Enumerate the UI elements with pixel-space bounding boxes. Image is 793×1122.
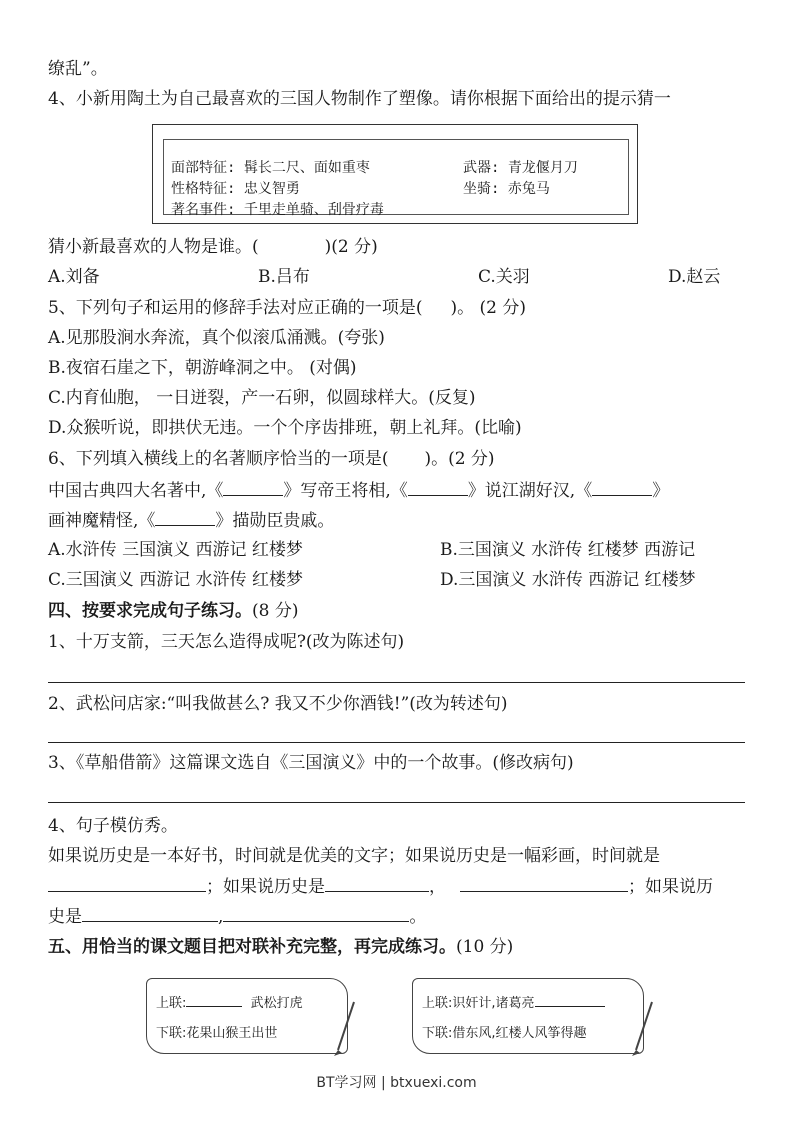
q6-option-d: D.三国演义 水浒传 西游记 红楼梦 bbox=[440, 570, 696, 590]
option-b: B.吕布 bbox=[258, 267, 310, 287]
section-score: (8 分) bbox=[252, 601, 299, 621]
section-title: 四、按要求完成句子练习。 bbox=[48, 601, 252, 621]
hint-character: 性格特征: 忠义智勇 bbox=[171, 181, 300, 197]
right-lower-line: 下联:借东风,红楼人风筝得趣 bbox=[422, 1026, 587, 1041]
hint-weapon: 武器: 青龙偃月刀 bbox=[463, 160, 578, 176]
q6-line-1 bbox=[48, 479, 669, 502]
seg: ；如果说历史是 bbox=[206, 877, 325, 897]
s4-item-2: 2、武松问店家:“叫我做甚么? 我又不少你酒钱!”(改为转述句) bbox=[48, 694, 508, 714]
section-4-heading bbox=[48, 600, 298, 622]
q6-option-c: C.三国演义 西游记 水浒传 红楼梦 bbox=[48, 570, 304, 590]
cont-b: )(2 分) bbox=[324, 237, 378, 257]
s4-item-4-line-2 bbox=[48, 875, 713, 898]
q5-option-d: D.众猴听说，即拱伏无违。一个个序齿排班，朝上礼拜。(比喻) bbox=[48, 418, 522, 438]
answer-line[interactable] bbox=[48, 742, 745, 743]
fill-blank[interactable] bbox=[325, 875, 429, 892]
left-upper-line bbox=[156, 992, 303, 1011]
seg: 》描勋臣贵戚。 bbox=[215, 511, 335, 531]
seg: 中国古典四大名著中,《 bbox=[48, 481, 224, 501]
seg: ；如果说历 bbox=[628, 877, 713, 897]
scroll-paper bbox=[146, 978, 348, 1054]
stem-a: 6、下列填入横线上的名著顺序恰当的一项是( bbox=[48, 449, 389, 469]
seg: , bbox=[218, 907, 224, 927]
option-a: A.刘备 bbox=[48, 267, 100, 287]
question-5-stem bbox=[48, 297, 526, 319]
option-c: C.关羽 bbox=[478, 267, 530, 287]
seg: 》说江湖好汉,《 bbox=[467, 481, 593, 501]
question-4-continuation bbox=[48, 236, 378, 258]
s4-item-4: 4、句子模仿秀。 bbox=[48, 816, 178, 836]
q5-option-b: B.夜宿石崖之下，朝游峰洞之中。 (对偶) bbox=[48, 358, 357, 378]
answer-line[interactable] bbox=[48, 682, 745, 683]
stem-b: )。(2 分) bbox=[424, 449, 495, 469]
hint-mount: 坐骑: 赤兔马 bbox=[463, 181, 550, 197]
q6-line-2 bbox=[48, 509, 334, 532]
seg: 》写帝王将相,《 bbox=[283, 481, 408, 501]
cont-a: 猜小新最喜欢的人物是谁。( bbox=[48, 237, 259, 257]
fill-blank[interactable] bbox=[223, 479, 283, 496]
fill-blank[interactable] bbox=[408, 479, 468, 496]
right-upper-line bbox=[422, 992, 605, 1011]
q6-option-b: B.三国演义 水浒传 红楼梦 西游记 bbox=[440, 540, 696, 560]
seg: ， bbox=[429, 877, 446, 897]
seg: 》 bbox=[652, 481, 670, 501]
fill-blank[interactable] bbox=[535, 994, 605, 1007]
section-title: 五、用恰当的课文题目把对联补充完整，再完成练习。 bbox=[48, 937, 456, 957]
answer-line[interactable] bbox=[48, 802, 745, 803]
fill-blank[interactable] bbox=[592, 479, 652, 496]
stem-a: 5、下列句子和运用的修辞手法对应正确的一项是( bbox=[48, 298, 423, 318]
fill-blank[interactable] bbox=[82, 905, 218, 922]
scroll-paper bbox=[412, 978, 644, 1054]
s4-item-1: 1、十万支箭，三天怎么造得成呢?(改为陈述句) bbox=[48, 632, 405, 652]
text-line: 缭乱”。 bbox=[48, 59, 108, 79]
fill-blank[interactable] bbox=[186, 994, 242, 1007]
hint-box bbox=[152, 124, 638, 224]
s4-item-4-line-1: 如果说历史是一本好书，时间就是优美的文字；如果说历史是一幅彩画，时间就是 bbox=[48, 846, 660, 866]
brush-icon bbox=[630, 998, 660, 1058]
seg: 史是 bbox=[48, 907, 82, 927]
left-lower-line: 下联:花果山猴王出世 bbox=[156, 1026, 278, 1041]
couplet-scroll-left bbox=[146, 972, 356, 1060]
hint-face: 面部特征: 髯长二尺、面如重枣 bbox=[171, 160, 370, 176]
question-6-stem bbox=[48, 448, 495, 470]
seg: 上联: bbox=[156, 996, 187, 1011]
q6-option-a: A.水浒传 三国演义 西游记 红楼梦 bbox=[48, 540, 303, 560]
watermark-footer: BT学习网 | btxuexi.com bbox=[316, 1075, 477, 1091]
couplet-scroll-right bbox=[412, 972, 652, 1060]
seg: 画神魔精怪,《 bbox=[48, 511, 156, 531]
hint-events: 著名事件: 千里走单骑、刮骨疗毒 bbox=[171, 202, 384, 218]
section-score: (10 分) bbox=[456, 937, 514, 957]
q5-option-a: A.见那股涧水奔流，真个似滚瓜涌溅。(夸张) bbox=[48, 328, 385, 348]
q5-option-c: C.内育仙胞， 一日迸裂，产一石卵，似圆球样大。(反复) bbox=[48, 388, 476, 408]
seg: 上联:识奸计,诸葛亮 bbox=[422, 996, 535, 1011]
s4-item-4-line-3 bbox=[48, 905, 426, 928]
stem-b: )。 (2 分) bbox=[450, 298, 526, 318]
fill-blank[interactable] bbox=[223, 905, 409, 922]
section-5-heading bbox=[48, 936, 513, 958]
fill-blank[interactable] bbox=[48, 875, 206, 892]
brush-icon bbox=[332, 998, 362, 1058]
fill-blank[interactable] bbox=[460, 875, 628, 892]
seg: 武松打虎 bbox=[250, 996, 303, 1011]
seg: 。 bbox=[409, 907, 427, 927]
s4-item-3: 3、《草船借箭》这篇课文选自《三国演义》中的一个故事。(修改病句) bbox=[48, 753, 574, 773]
option-d: D.赵云 bbox=[668, 267, 721, 287]
fill-blank[interactable] bbox=[155, 509, 215, 526]
question-4-stem: 4、小新用陶土为自己最喜欢的三国人物制作了塑像。请你根据下面给出的提示猜一 bbox=[48, 89, 671, 109]
